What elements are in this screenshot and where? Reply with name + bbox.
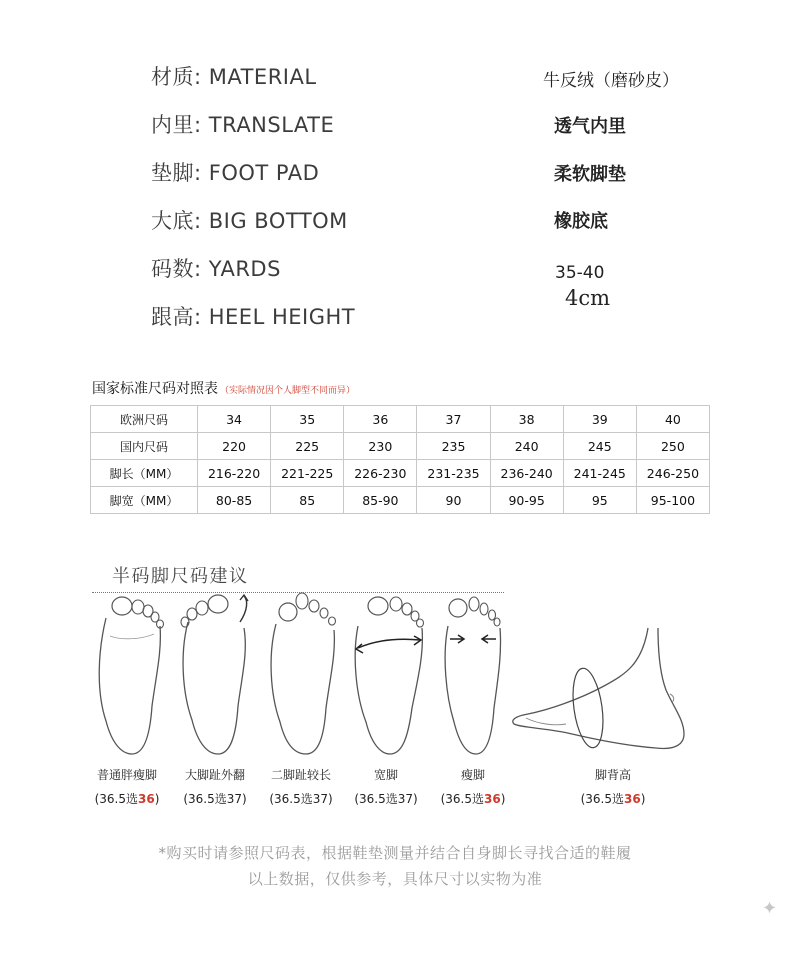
table-cell: 235 xyxy=(417,433,490,460)
foot-wide-illustration xyxy=(352,592,426,756)
table-cell: 231-235 xyxy=(417,460,490,487)
table-row xyxy=(91,487,710,514)
table-cell: 脚长（MM） xyxy=(91,460,198,487)
size-prefix: (36.5选 xyxy=(440,792,484,806)
table-cell: 90-95 xyxy=(490,487,563,514)
foot-high-instep-illustration xyxy=(508,624,694,754)
spec-value-material: 牛反绒（磨砂皮） xyxy=(543,71,679,91)
table-cell: 95 xyxy=(563,487,636,514)
foot-size-high-instep xyxy=(568,790,658,807)
table-row xyxy=(91,460,710,487)
table-cell: 80-85 xyxy=(198,487,271,514)
size-table-title xyxy=(92,378,355,398)
spec-label-material: 材质: MATERIAL xyxy=(151,65,317,89)
spec-value-lining: 透气内里 xyxy=(554,116,626,137)
table-cell: 241-245 xyxy=(563,460,636,487)
foot-size-long-second-toe xyxy=(256,790,346,807)
table-cell: 245 xyxy=(563,433,636,460)
table-cell: 240 xyxy=(490,433,563,460)
spec-label-lining: 内里: TRANSLATE xyxy=(151,113,335,137)
table-cell: 85-90 xyxy=(344,487,417,514)
size-prefix: (36.5选 xyxy=(269,792,313,806)
size-pick: 36 xyxy=(484,792,501,806)
notice-line-1: *购买时请参照尺码表，根据鞋垫测量并结合自身脚长寻找合适的鞋履 xyxy=(158,844,632,862)
spec-label-yards: 码数: YARDS xyxy=(151,257,281,281)
table-cell: 39 xyxy=(563,406,636,433)
foot-narrow-illustration xyxy=(440,592,506,756)
size-pick: 36 xyxy=(138,792,155,806)
spec-label-footpad: 垫脚: FOOT PAD xyxy=(151,161,320,185)
spec-value-footpad: 柔软脚垫 xyxy=(554,164,626,185)
size-pick: 36 xyxy=(624,792,641,806)
size-table-note: （实际情况因个人脚型不同而异） xyxy=(220,386,356,396)
sparkle-icon: ✦ xyxy=(762,898,778,919)
spec-label-sole: 大底: BIG BOTTOM xyxy=(151,209,348,233)
foot-size-narrow xyxy=(428,790,518,807)
foot-bunion-illustration xyxy=(178,592,258,756)
foot-label-narrow: 瘦脚 xyxy=(460,768,485,782)
size-prefix: (36.5选 xyxy=(94,792,138,806)
table-cell: 脚宽（MM） xyxy=(91,487,198,514)
table-cell: 85 xyxy=(271,487,344,514)
foot-label-wide: 宽脚 xyxy=(373,768,398,782)
foot-label-normal: 普通胖瘦脚 xyxy=(96,768,157,782)
size-pick: 37 xyxy=(226,792,242,806)
foot-size-bunion xyxy=(170,790,260,807)
table-cell: 225 xyxy=(271,433,344,460)
table-cell: 国内尺码 xyxy=(91,433,198,460)
size-pick: 37 xyxy=(397,792,413,806)
table-cell: 230 xyxy=(344,433,417,460)
table-cell: 35 xyxy=(271,406,344,433)
size-suffix: ) xyxy=(413,792,418,806)
spec-label-heel: 跟高: HEEL HEIGHT xyxy=(151,305,356,329)
size-pick: 37 xyxy=(312,792,328,806)
spec-value-heel: 4cm xyxy=(565,286,611,310)
table-cell: 36 xyxy=(344,406,417,433)
size-prefix: (36.5选 xyxy=(354,792,398,806)
table-row xyxy=(91,433,710,460)
table-cell: 欧洲尺码 xyxy=(91,406,198,433)
foot-normal-illustration xyxy=(92,596,166,756)
foot-label-bunion: 大脚趾外翻 xyxy=(184,768,245,782)
size-prefix: (36.5选 xyxy=(580,792,624,806)
notice-line-2: 以上数据，仅供参考，具体尺寸以实物为准 xyxy=(247,870,543,888)
foot-long-second-toe-illustration xyxy=(266,592,344,756)
table-cell: 246-250 xyxy=(636,460,709,487)
foot-label-high-instep: 脚背高 xyxy=(594,768,631,782)
spec-value-sole: 橡胶底 xyxy=(554,211,608,232)
half-size-title: 半码脚尺码建议 xyxy=(112,566,249,587)
table-cell: 37 xyxy=(417,406,490,433)
table-cell: 34 xyxy=(198,406,271,433)
table-cell: 220 xyxy=(198,433,271,460)
foot-size-normal xyxy=(82,790,172,807)
foot-size-wide xyxy=(341,790,431,807)
size-suffix: ) xyxy=(640,792,646,806)
table-cell: 236-240 xyxy=(490,460,563,487)
size-suffix: ) xyxy=(328,792,333,806)
size-suffix: ) xyxy=(500,792,506,806)
foot-label-long-second-toe: 二脚趾较长 xyxy=(270,768,331,782)
table-cell: 226-230 xyxy=(344,460,417,487)
table-cell: 216-220 xyxy=(198,460,271,487)
spec-value-yards: 35-40 xyxy=(555,263,605,283)
table-row xyxy=(91,406,710,433)
size-suffix: ) xyxy=(242,792,247,806)
table-cell: 250 xyxy=(636,433,709,460)
size-table-title-text: 国家标准尺码对照表 xyxy=(92,381,218,397)
size-suffix: ) xyxy=(154,792,160,806)
table-cell: 40 xyxy=(636,406,709,433)
table-cell: 38 xyxy=(490,406,563,433)
size-prefix: (36.5选 xyxy=(183,792,227,806)
table-cell: 90 xyxy=(417,487,490,514)
table-cell: 221-225 xyxy=(271,460,344,487)
size-table xyxy=(90,405,710,514)
table-cell: 95-100 xyxy=(636,487,709,514)
